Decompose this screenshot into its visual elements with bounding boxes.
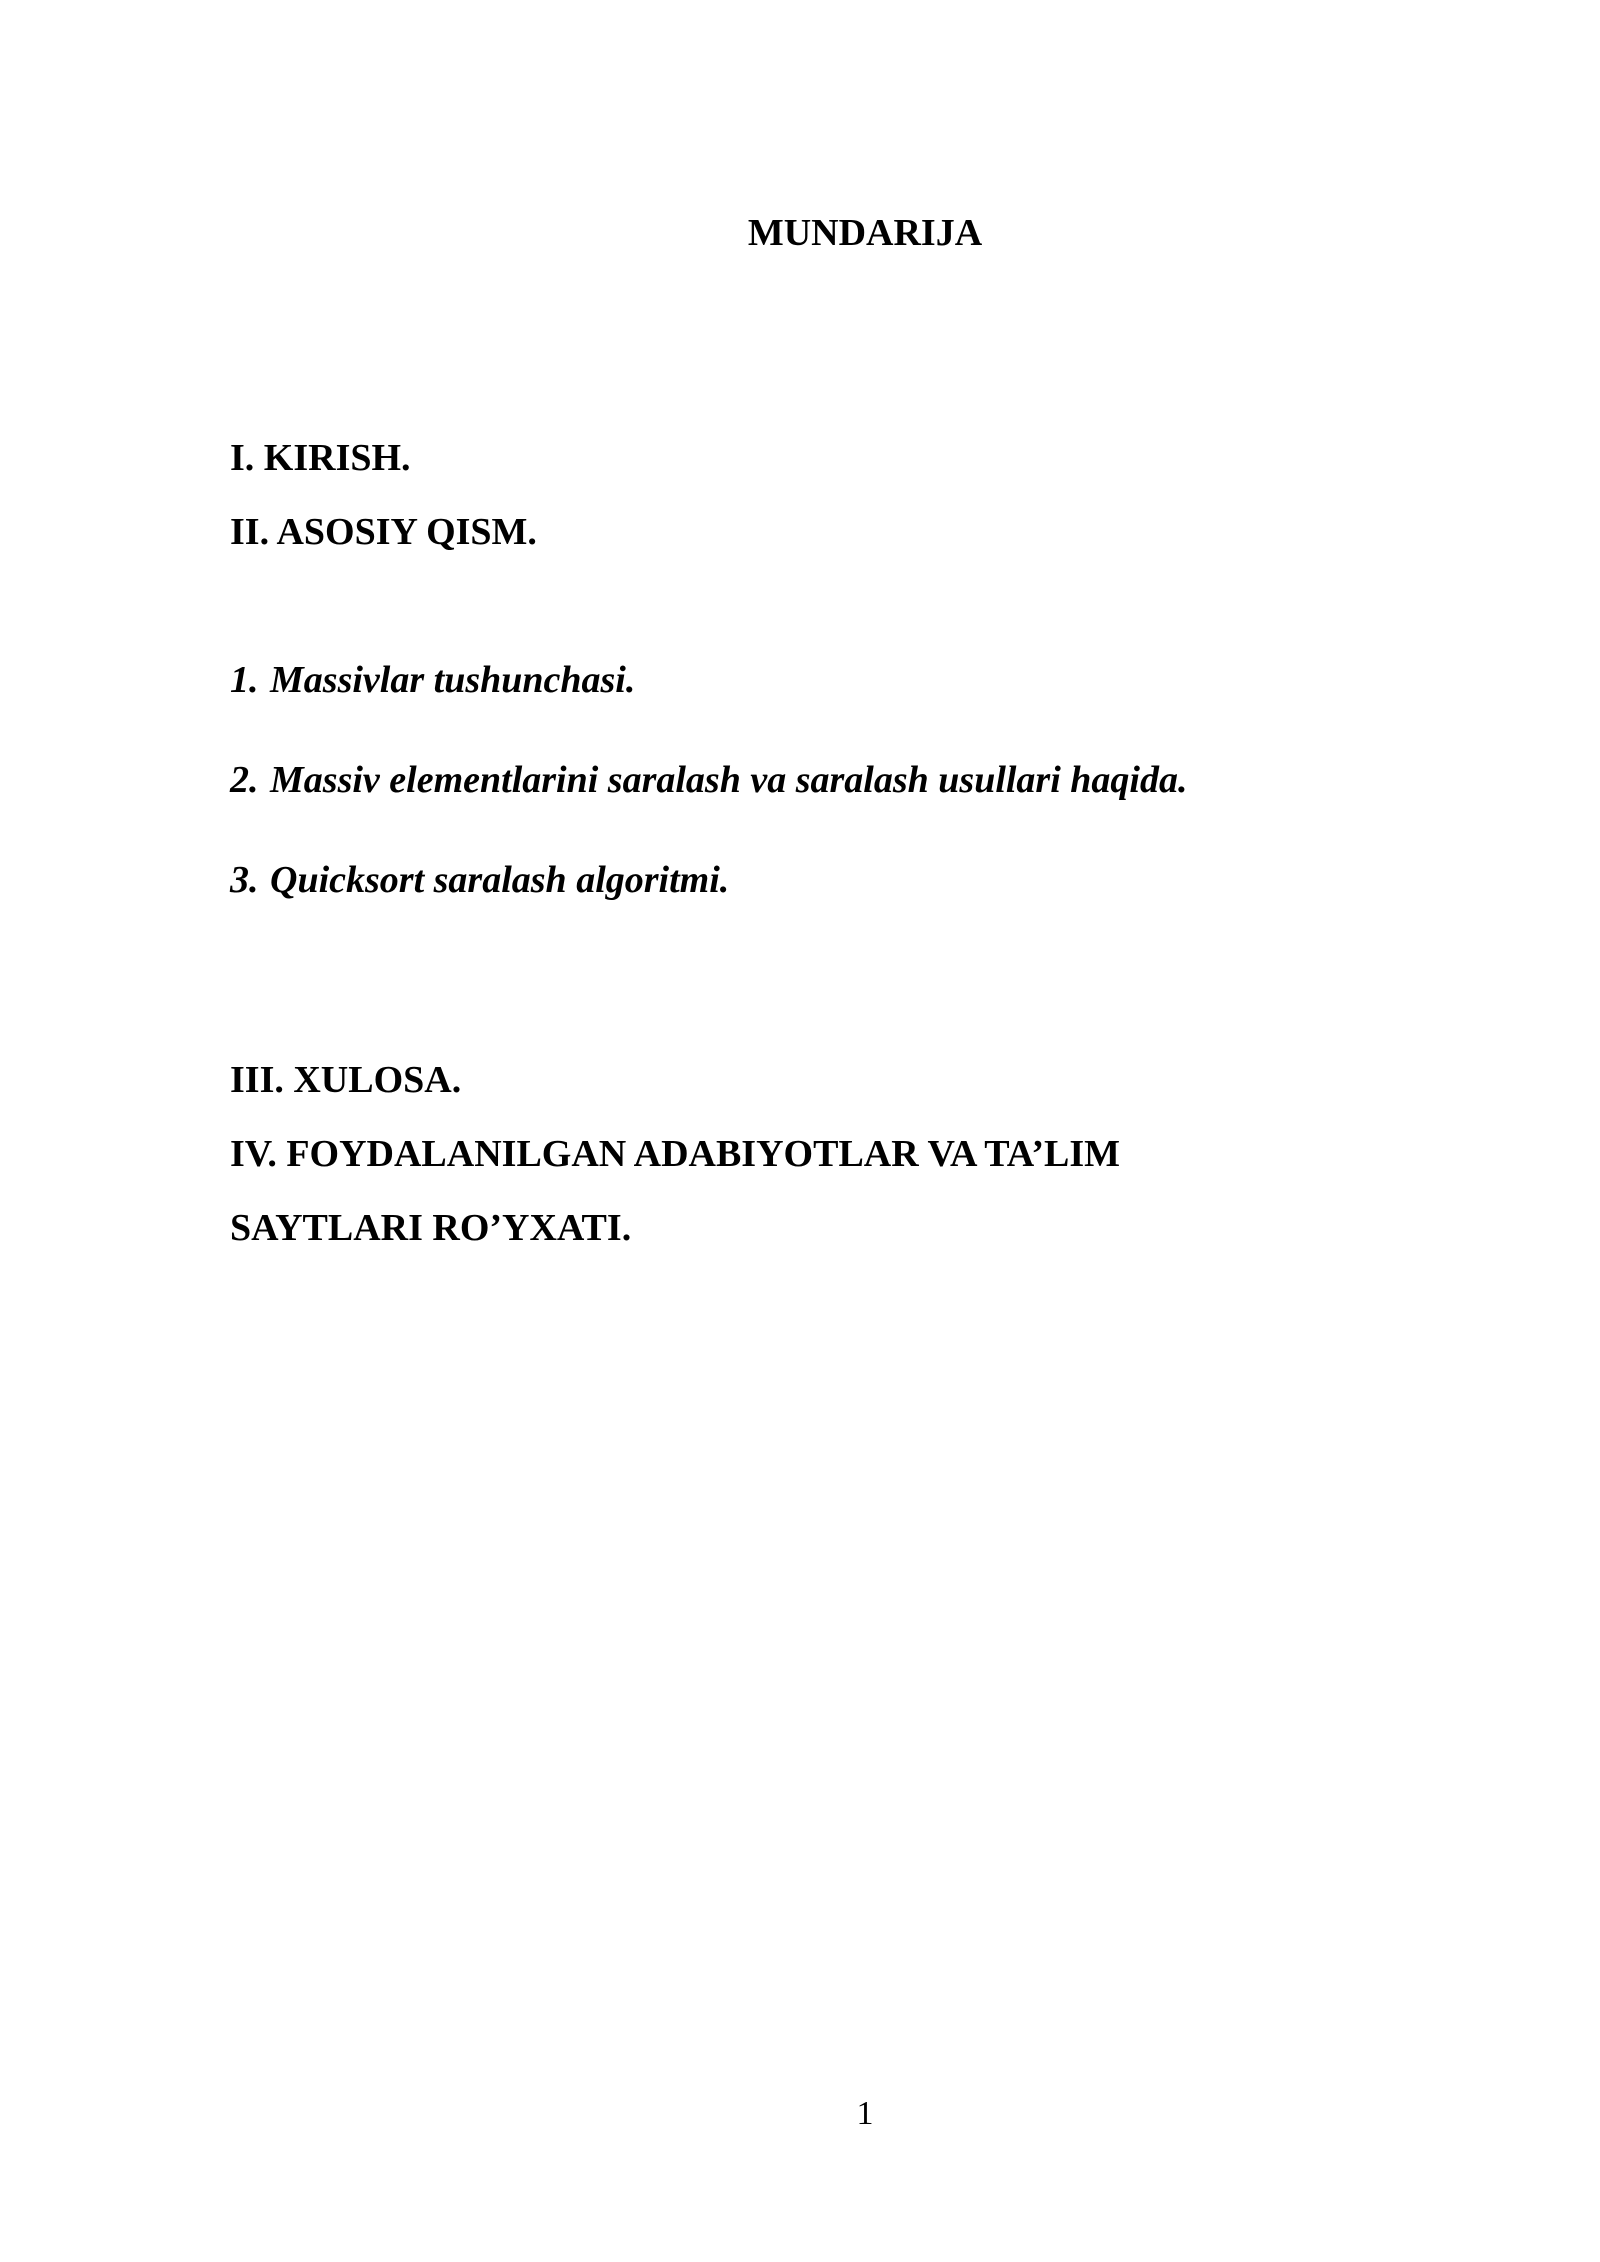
toc-subsection-label: Massiv elementlarini saralash va saralash usullari haqida.	[270, 759, 1188, 801]
toc-subsection-2	[230, 755, 1187, 805]
toc-subsection-number: 3.	[230, 859, 259, 901]
page-number: 1	[856, 2095, 874, 2132]
toc-subsection-number: 2.	[230, 759, 259, 801]
toc-section-adabiyotlar-line2: SAYTLARI RO’YXATI.	[230, 1207, 632, 1249]
toc-subsection-label: Massivlar tushunchasi.	[270, 659, 636, 701]
toc-section-adabiyotlar-line1: IV. FOYDALANILGAN ADABIYOTLAR VA TA’LIM	[230, 1133, 1120, 1175]
toc-subsection-number: 1.	[230, 659, 259, 701]
page-title: MUNDARIJA	[747, 212, 983, 254]
toc-subsection-1	[230, 655, 635, 705]
toc-section-xulosa: III. XULOSA.	[230, 1059, 462, 1101]
toc-subsection-3	[230, 855, 729, 905]
toc-subsection-label: Quicksort saralash algoritmi.	[270, 859, 730, 901]
toc-section-asosiy-qism: II. ASOSIY QISM.	[230, 511, 537, 553]
toc-section-kirish: I. KIRISH.	[230, 437, 411, 479]
